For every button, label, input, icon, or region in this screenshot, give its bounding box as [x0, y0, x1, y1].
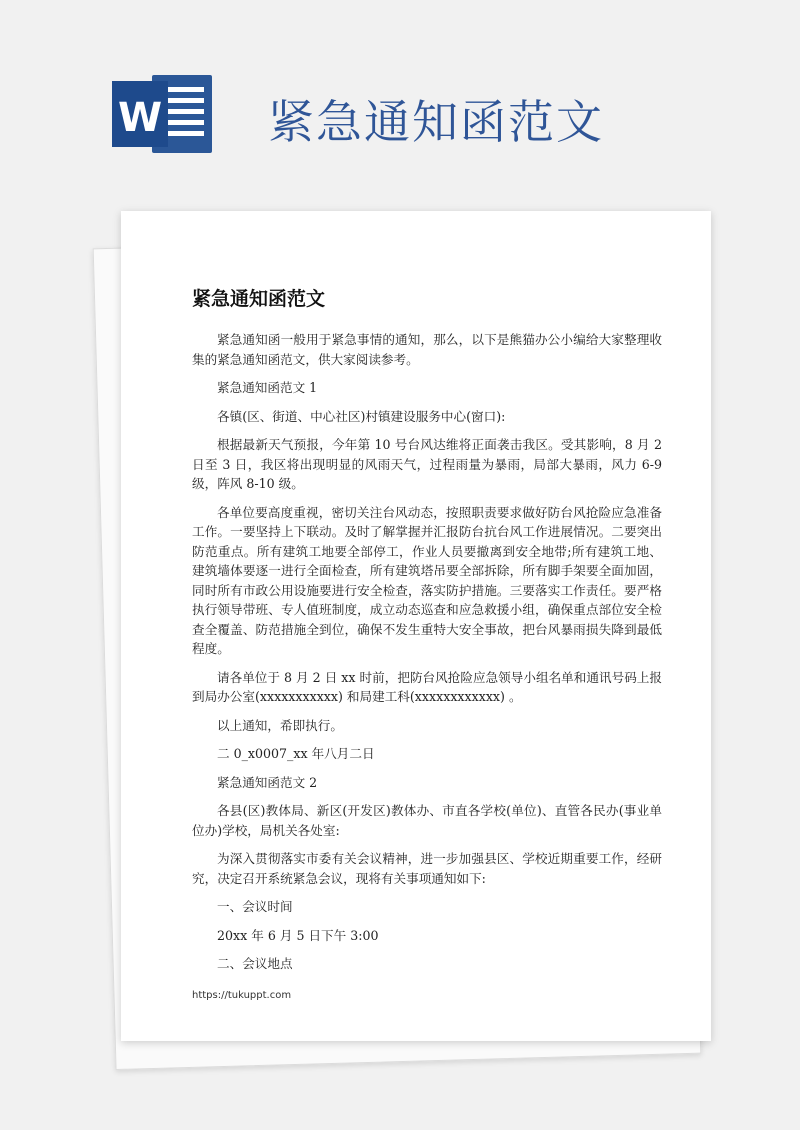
paragraph: 根据最新天气预报，今年第 10 号台风达维将正面袭击我区。受其影响，8 月 2 日至 3 日，我区将出现明显的风雨天气，过程雨量为暴雨，局部大暴雨，风力 6-9 级，阵风 8-10 级。 [192, 437, 662, 491]
banner-title: 紧急通知函范文 [268, 95, 604, 149]
document-body [192, 330, 662, 983]
paragraph: 二 0_x0007_xx 年八月二日 [217, 746, 375, 761]
paragraph: 各县(区)教体局、新区(开发区)教体办、市直各学校(单位)、直管各民办(事业单位办)学校，局机关各处室: [192, 803, 662, 838]
svg-text:W: W [117, 95, 163, 141]
paragraph: 紧急通知函范文 1 [217, 380, 318, 395]
footer-url[interactable]: https://tukuppt.com [192, 990, 292, 1001]
paragraph: 为深入贯彻落实市委有关会议精神，进一步加强县区、学校近期重要工作，经研究，决定召开系统紧急会议，现将有关事项通知如下: [192, 851, 662, 886]
banner [0, 0, 800, 200]
paragraph: 请各单位于 8 月 2 日 xx 时前，把防台风抢险应急领导小组名单和通讯号码上报到局办公室(xxxxxxxxxxx) 和局建工科(xxxxxxxxxxxx) 。 [192, 669, 662, 704]
paragraph: 各镇(区、街道、中心社区)村镇建设服务中心(窗口): [217, 408, 506, 424]
paragraph: 以上通知，希即执行。 [217, 717, 343, 733]
paragraph: 20xx 年 6 月 5 日下午 3:00 [217, 927, 379, 943]
paragraph: 紧急通知函一般用于紧急事情的通知，那么，以下是熊猫办公小编给大家整理收集的紧急通知函范文，供大家阅读参考。 [192, 332, 662, 367]
paragraph: 二、会议地点 [217, 956, 293, 971]
word-document-icon [112, 73, 214, 155]
paragraph: 紧急通知函范文 2 [217, 774, 318, 790]
document-title: 紧急通知函范文 [192, 288, 326, 310]
paragraph: 一、会议时间 [217, 899, 293, 914]
paragraph: 各单位要高度重视，密切关注台风动态，按照职责要求做好防台风抢险应急准备工作。一要坚持上下联动。及时了解掌握并汇报防台抗台风工作进展情况。二要突出防范重点。所有建筑工地要全部停工，作业人员要撤离到安全地带;所有建筑工地、建筑墙体要逐一进行全面检查，所有建筑塔吊要全部拆除，所有脚手架要全面加固，同时所有市政公用设施要进行安全检查，落实防护措施。三要落实工作责任。要严格执行领导带班、专人值班制度，成立动态巡查和应急救援小组，确保重点部位安全检查全覆盖、防范措施全到位，确保不发生重特大安全事故，把台风暴雨损失降到最低程度。 [192, 504, 662, 656]
